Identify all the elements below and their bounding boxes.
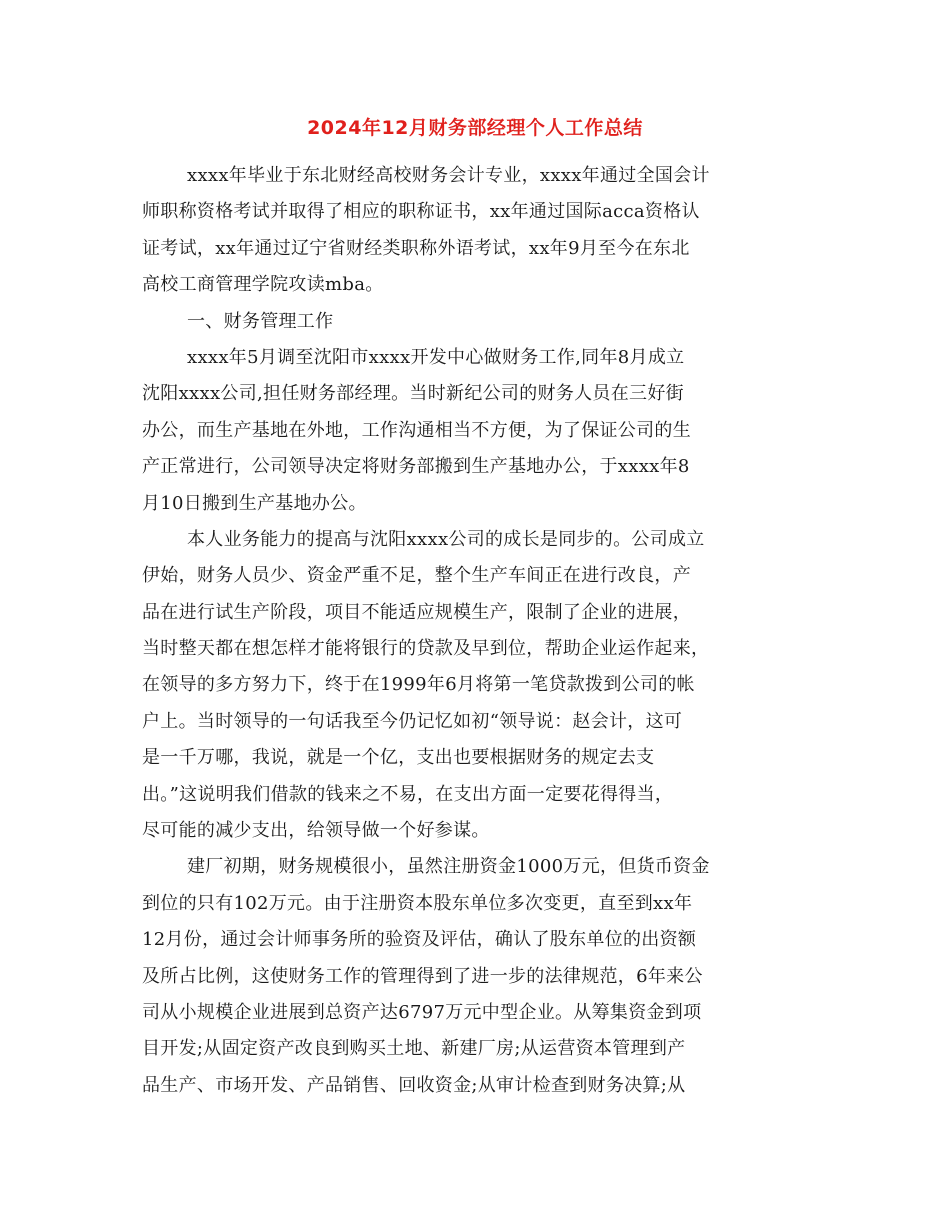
text-line: 到位的只有102万元。由于注册资本股东单位多次变更，直至到xx年 (142, 892, 693, 914)
text-line: 尽可能的减少支出，给领导做一个好参谋。 (142, 820, 490, 842)
text-line: 建厂初期，财务规模很小，虽然注册资金1000万元，但货币资金 (187, 856, 710, 878)
text-line: 月10日搬到生产基地办公。 (142, 492, 367, 514)
text-line: 及所占比例，这使财务工作的管理得到了进一步的法律规范，6年来公 (142, 965, 703, 987)
text-line: 高校工商管理学院攻读mba。 (142, 274, 384, 296)
text-line: 12月份，通过会计师事务所的验资及评估，确认了股东单位的出资额 (142, 929, 697, 951)
text-line: 品在进行试生产阶段，项目不能适应规模生产，限制了企业的进展， (142, 601, 691, 623)
text-line: 证考试，xx年通过辽宁省财经类职称外语考试，xx年9月至今在东北 (142, 237, 690, 259)
text-line: 司从小规模企业进展到总资产达6797万元中型企业。从筹集资金到项 (142, 1001, 702, 1023)
text-line: 目开发;从固定资产改良到购买土地、新建厂房;从运营资本管理到产 (142, 1038, 686, 1060)
text-line: 产正常进行，公司领导决定将财务部搬到生产基地办公，于xxxx年8 (142, 456, 690, 478)
text-line: 一、财务管理工作 (187, 310, 334, 332)
text-line: 当时整天都在想怎样才能将银行的贷款及早到位，帮助企业运作起来， (142, 638, 710, 660)
text-line: xxxx年毕业于东北财经高校财务会计专业，xxxx年通过全国会计 (187, 165, 710, 186)
document-body (142, 158, 812, 1104)
text-line: 品生产、市场开发、产品销售、回收资金;从审计检查到财务决算;从 (142, 1074, 686, 1096)
text-line: 是一千万哪，我说，就是一个亿，支出也要根据财务的规定去支 (142, 747, 655, 769)
text-line: 师职称资格考试并取得了相应的职称证书，xx年通过国际acca资格认 (142, 201, 700, 223)
text-line: 出。”这说明我们借款的钱来之不易，在支出方面一定要花得得当， (142, 783, 674, 805)
text-line: 伊始，财务人员少、资金严重不足，整个生产车间正在进行改良，产 (142, 565, 691, 587)
text-line: 办公，而生产基地在外地，工作沟通相当不方便，为了保证公司的生 (142, 419, 691, 441)
text-line: xxxx年5月调至沈阳市xxxx开发中心做财务工作,同年8月成立 (187, 346, 685, 368)
document-title: 2024年12月财务部经理个人工作总结 (307, 117, 643, 139)
text-line: 户上。当时领导的一句话我至今仍记忆如初“领导说：赵会计，这可 (142, 710, 683, 732)
text-line: 沈阳xxxx公司,担任财务部经理。当时新纪公司的财务人员在三好街 (142, 383, 684, 405)
text-line: 在领导的多方努力下，终于在1999年6月将第一笔贷款拨到公司的帐 (142, 674, 695, 696)
text-line: 本人业务能力的提高与沈阳xxxx公司的成长是同步的。公司成立 (187, 528, 705, 550)
